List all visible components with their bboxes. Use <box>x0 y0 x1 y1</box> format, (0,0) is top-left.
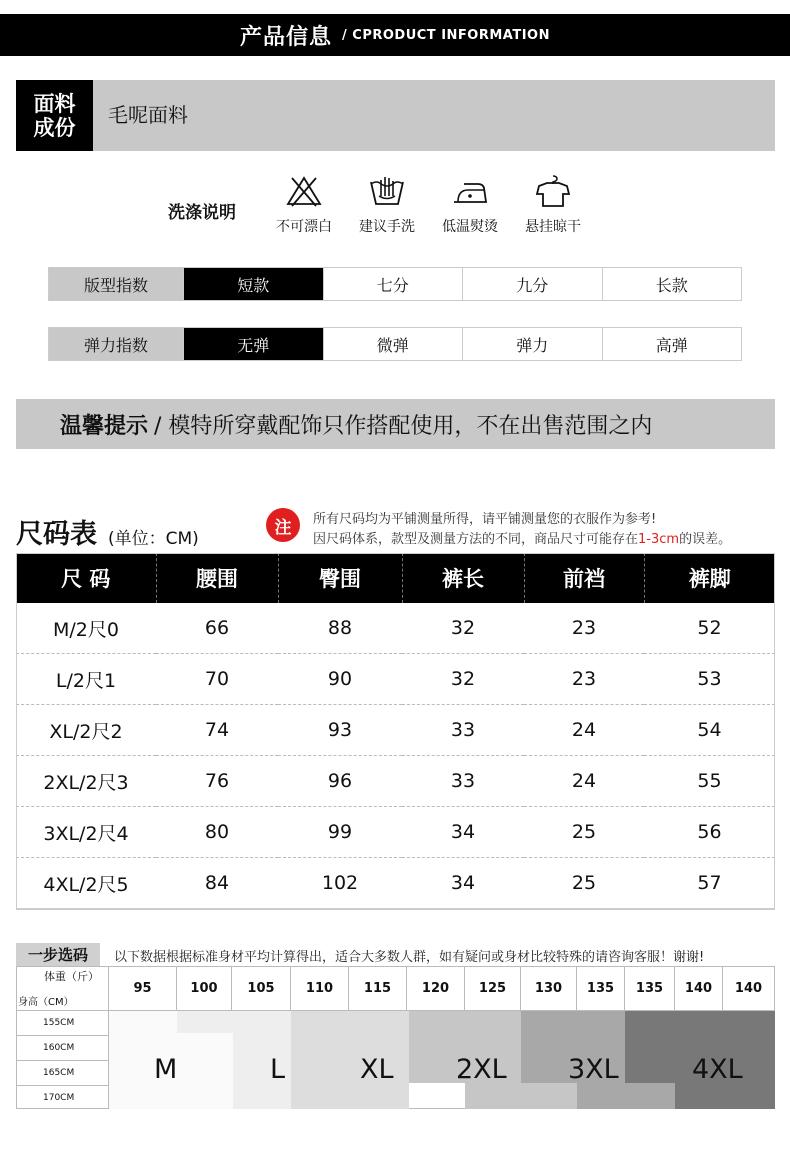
table-cell: L/2尺1 <box>16 654 156 705</box>
col-header: 前裆 <box>524 553 644 603</box>
hang-dry-icon <box>533 174 573 208</box>
fabric-row <box>16 80 775 151</box>
size-table <box>16 553 775 909</box>
table-cell: 2XL/2尺3 <box>16 756 156 807</box>
no-bleach-icon <box>284 174 324 208</box>
wash-label: 建议手洗 <box>359 219 415 235</box>
size-label-2xl: 2XL <box>456 1054 507 1085</box>
table-cell: 34 <box>402 807 524 858</box>
fit-option-short: 短款 <box>183 268 323 300</box>
weight-cell: 95 <box>108 966 176 1010</box>
table-cell: 34 <box>402 858 524 909</box>
table-row <box>16 858 775 909</box>
table-cell: 93 <box>278 705 402 756</box>
col-header: 臀围 <box>278 553 402 603</box>
table-cell: 23 <box>524 603 644 654</box>
table-cell: 102 <box>278 858 402 909</box>
weight-cell: 105 <box>231 966 290 1010</box>
col-header: 裤脚 <box>644 553 775 603</box>
height-row: 160CM <box>16 1035 108 1060</box>
table-cell: 88 <box>278 603 402 654</box>
table-cell: 96 <box>278 756 402 807</box>
table-cell: 66 <box>156 603 278 654</box>
table-cell: 99 <box>278 807 402 858</box>
height-row: 155CM <box>16 1010 108 1035</box>
note-line-1: 所有尺码均为平铺测量所得，请平铺测量您的衣服作为参考! <box>313 512 657 527</box>
weight-cell: 135 <box>576 966 624 1010</box>
weight-cell: 130 <box>520 966 576 1010</box>
washing-title: 洗涤说明 <box>168 203 236 223</box>
table-cell: 4XL/2尺5 <box>16 858 156 909</box>
wash-item-hand-wash <box>347 174 427 236</box>
fit-index-row <box>48 267 742 301</box>
table-row <box>16 807 775 858</box>
weight-cell: 140 <box>674 966 722 1010</box>
wash-item-hang-dry <box>513 174 593 236</box>
wash-item-iron-low <box>430 174 510 236</box>
table-cell: 32 <box>402 603 524 654</box>
wash-label: 低温熨烫 <box>442 219 498 235</box>
table-cell: 52 <box>644 603 775 654</box>
size-chart-unit: (单位：CM) <box>108 529 199 549</box>
size-label-m: M <box>154 1054 178 1085</box>
hand-wash-icon <box>367 174 407 208</box>
col-header: 腰围 <box>156 553 278 603</box>
table-row <box>16 756 775 807</box>
table-cell: 55 <box>644 756 775 807</box>
wash-label: 不可漂白 <box>276 219 332 235</box>
height-row: 165CM <box>16 1060 108 1085</box>
height-row: 170CM <box>16 1085 108 1110</box>
table-row <box>16 654 775 705</box>
warm-tip <box>16 399 775 449</box>
band-l-top <box>177 1011 291 1033</box>
table-cell: 23 <box>524 654 644 705</box>
table-cell: 90 <box>278 654 402 705</box>
step-select-title: 一步选码 <box>16 943 100 966</box>
col-header: 尺 码 <box>16 553 156 603</box>
header-title-cn: 产品信息 <box>240 24 333 50</box>
table-cell: 53 <box>644 654 775 705</box>
elastic-index-label: 弹力指数 <box>49 328 183 360</box>
table-cell: M/2尺0 <box>16 603 156 654</box>
table-cell: 25 <box>524 858 644 909</box>
table-cell: 56 <box>644 807 775 858</box>
weight-cell: 100 <box>176 966 231 1010</box>
section-header <box>0 14 790 56</box>
table-cell: 57 <box>644 858 775 909</box>
fabric-value: 毛呢面料 <box>108 103 188 127</box>
fit-index-label: 版型指数 <box>49 268 183 300</box>
fit-option-nine: 九分 <box>462 268 602 300</box>
step-select-note: 以下数据根据标准身材平均计算得出，适合大多数人群，如有疑问或身材比较特殊的请咨询客服！谢谢! <box>114 950 705 965</box>
table-cell: XL/2尺2 <box>16 705 156 756</box>
col-header: 裤长 <box>402 553 524 603</box>
note-error-range: 1-3cm <box>638 532 680 547</box>
grid-divider <box>17 1010 774 1011</box>
size-table-header <box>16 553 775 603</box>
weight-cell: 135 <box>624 966 674 1010</box>
header-title-en: / CPRODUCT INFORMATION <box>342 27 550 43</box>
fit-option-long: 长款 <box>602 268 742 300</box>
iron-low-icon <box>450 174 490 208</box>
table-cell: 32 <box>402 654 524 705</box>
table-row <box>16 705 775 756</box>
note-line-2: 因尺码体系，款型及测量方法的不同，商品尺寸可能存在1-3cm的误差。 <box>313 532 732 547</box>
size-label-3xl: 3XL <box>568 1054 619 1085</box>
size-chart-title: 尺码表 <box>16 519 97 550</box>
table-cell: 25 <box>524 807 644 858</box>
table-cell: 33 <box>402 705 524 756</box>
tip-title: 温馨提示 <box>60 413 149 439</box>
wash-label: 悬挂晾干 <box>525 219 581 235</box>
tip-text: / 模特所穿戴配饰只作搭配使用，不在出售范围之内 <box>154 413 653 439</box>
fabric-label: 面料 成份 <box>16 80 93 151</box>
table-row <box>16 603 775 654</box>
wash-item-no-bleach <box>264 174 344 236</box>
table-cell: 54 <box>644 705 775 756</box>
elastic-option-none: 无弹 <box>183 328 323 360</box>
weight-cell: 110 <box>290 966 348 1010</box>
elastic-option-high: 高弹 <box>602 328 742 360</box>
weight-cell: 140 <box>722 966 774 1010</box>
table-cell: 33 <box>402 756 524 807</box>
weight-cell: 120 <box>406 966 464 1010</box>
elastic-option-medium: 弹力 <box>462 328 602 360</box>
size-label-4xl: 4XL <box>692 1054 743 1085</box>
table-cell: 76 <box>156 756 278 807</box>
table-cell: 24 <box>524 756 644 807</box>
size-label-l: L <box>270 1054 286 1085</box>
fit-option-seven: 七分 <box>323 268 463 300</box>
table-cell: 74 <box>156 705 278 756</box>
table-cell: 84 <box>156 858 278 909</box>
table-cell: 70 <box>156 654 278 705</box>
table-cell: 24 <box>524 705 644 756</box>
height-label: 身高（CM） <box>18 997 74 1008</box>
weight-label: 体重（斤） <box>44 970 99 983</box>
size-label-xl: XL <box>360 1054 394 1085</box>
table-cell: 3XL/2尺4 <box>16 807 156 858</box>
note-mark: 注 <box>266 508 300 542</box>
table-cell: 80 <box>156 807 278 858</box>
band-4xl <box>675 1083 775 1109</box>
elastic-option-slight: 微弹 <box>323 328 463 360</box>
weight-cell: 125 <box>464 966 520 1010</box>
elastic-index-row <box>48 327 742 361</box>
weight-cell: 115 <box>348 966 406 1010</box>
